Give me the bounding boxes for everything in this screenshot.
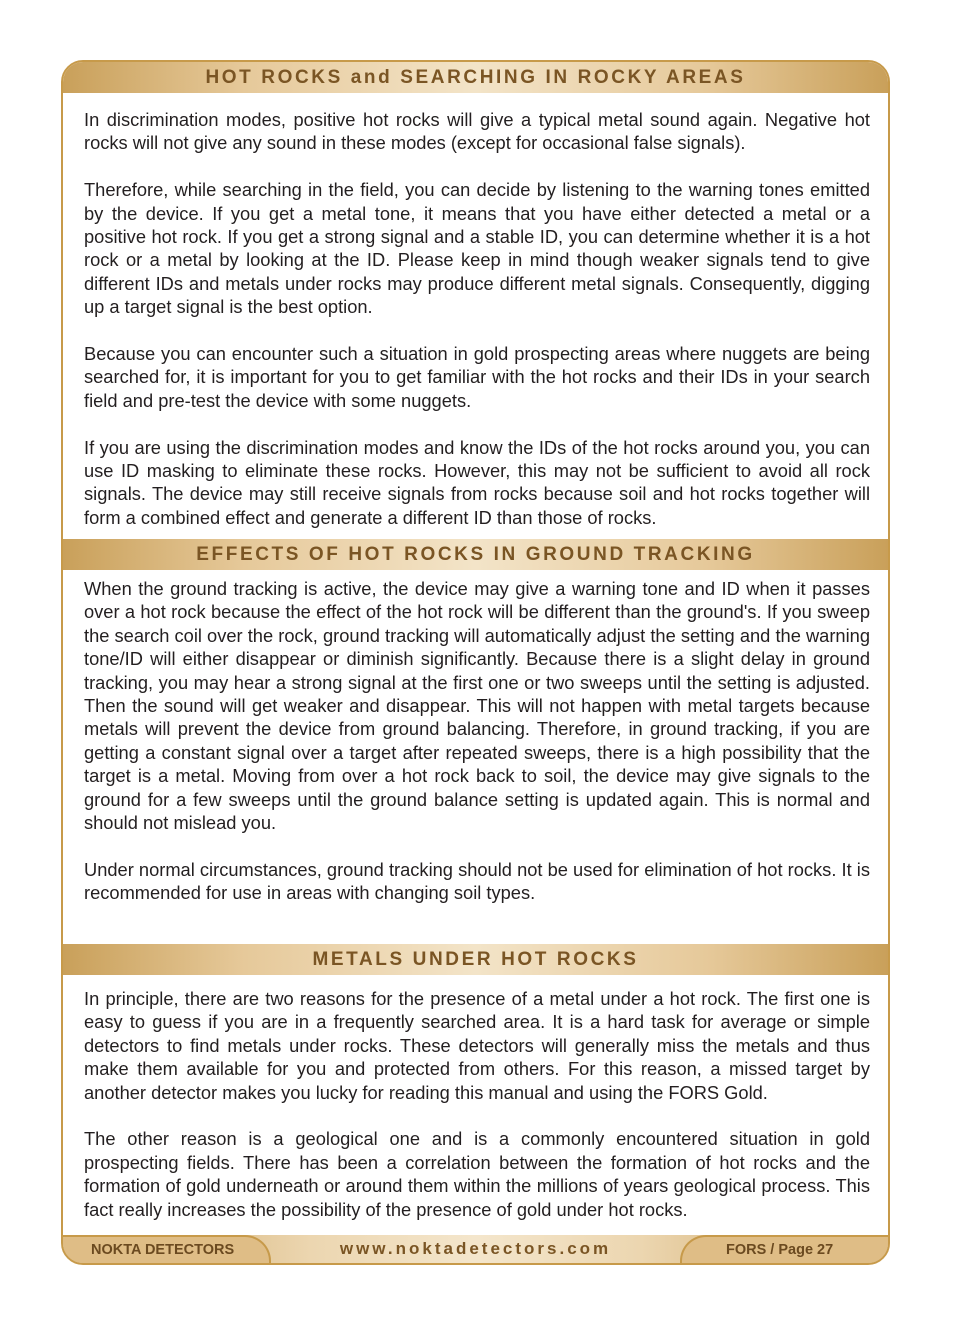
section-body-metals-under-rocks: [84, 987, 870, 1221]
paragraph: In principle, there are two reasons for the presence of a metal under a hot rock. The first one is easy to guess if you are in a frequently searched area. It is a hard task for average or simple detectors to find metals under rocks. These detectors will generally miss the metals and thus make them available for you and protected from others. For this reason, a missed target by another detector makes you lucky for reading this manual and using the FORS Gold.: [84, 988, 870, 1103]
paragraph: The other reason is a geological one and is a commonly encountered situation in gold prospecting fields. There has been a correlation between the formation of hot rocks and the formation of gold underneath or around them within the millions of years geological process. This fact really increases the possibility of the presence of gold under hot rocks.: [84, 1128, 870, 1220]
section-header-metals-under-rocks: [63, 944, 888, 975]
paragraph: Under normal circumstances, ground tracking should not be used for elimination of hot rocks. It is recommended for use in areas with changing soil types.: [84, 858, 870, 904]
footer-website-text: www.noktadetectors.com: [339, 1239, 612, 1258]
paragraph: If you are using the discrimination modes and know the IDs of the hot rocks around you, you can use ID masking to eliminate these rocks. However, this may not be sufficient to avoid all rock signals. The device may still receive signals from rocks because soil and hot rocks together will form a combined effect and generate a different ID than those of rocks.: [84, 436, 870, 528]
footer-brand-text: NOKTA DETECTORS: [91, 1242, 235, 1258]
paragraph: Because you can encounter such a situation in gold prospecting areas where nuggets are being searched for, it is important for you to get familiar with the hot rocks and their IDs in your search field and pre-test the device with some nuggets.: [84, 343, 870, 411]
section-title: HOT ROCKS and SEARCHING IN ROCKY AREAS: [205, 66, 746, 88]
section-body-hot-rocks: [84, 108, 870, 529]
footer-page-text: FORS / Page 27: [726, 1242, 834, 1258]
paragraph: When the ground tracking is active, the device may give a warning tone and ID when it passes over a hot rock because the effect of the hot rock will be different than the ground's. If you sweep the search coil over the rock, ground tracking will automatically adjust the setting and the warning tone/ID will either disappear or diminish significantly. Because there is a slight delay in ground tracking, you may hear a strong signal at the first one or two sweeps until the setting is adjusted. Then the sound will get weaker and disappear. This will not happen with metal targets because metals will prevent the device from ground balancing. Therefore, in ground tracking, if you are getting a constant signal over a target after repeated sweeps, there is a high possibility that the target is a metal. Moving from over a hot rock back to soil, the device may give signals to the ground for a few sweeps until the ground balance setting is updated again. This is normal and should not mislead you.: [84, 578, 870, 834]
section-title: METALS UNDER HOT ROCKS: [312, 948, 639, 970]
paragraph: In discrimination modes, positive hot rocks will give a typical metal sound again. Negative hot rocks will not give any sound in these modes (except for occasional false signals).: [84, 109, 870, 154]
section-header-ground-tracking: [63, 539, 888, 570]
footer-page-number: [680, 1235, 888, 1263]
section-body-ground-tracking: [84, 577, 870, 905]
section-header-hot-rocks: [63, 62, 888, 93]
footer-brand: [63, 1235, 271, 1263]
footer-website: [271, 1235, 680, 1263]
page-footer: [63, 1235, 888, 1263]
section-title: EFFECTS OF HOT ROCKS IN GROUND TRACKING: [196, 543, 755, 565]
page-frame: [61, 60, 890, 1265]
paragraph: Therefore, while searching in the field, you can decide by listening to the warning tones emitted by the device. If you get a metal tone, it means that you have either detected a metal or a positive hot rock. If you get a strong signal and a stable ID, you can determine whether it is a hot rock or a metal by looking at the ID. Please keep in mind though weaker signals tend to give different IDs and metals under rocks may produce different metal signals. Consequently, digging up a target signal is the best option.: [84, 179, 870, 318]
